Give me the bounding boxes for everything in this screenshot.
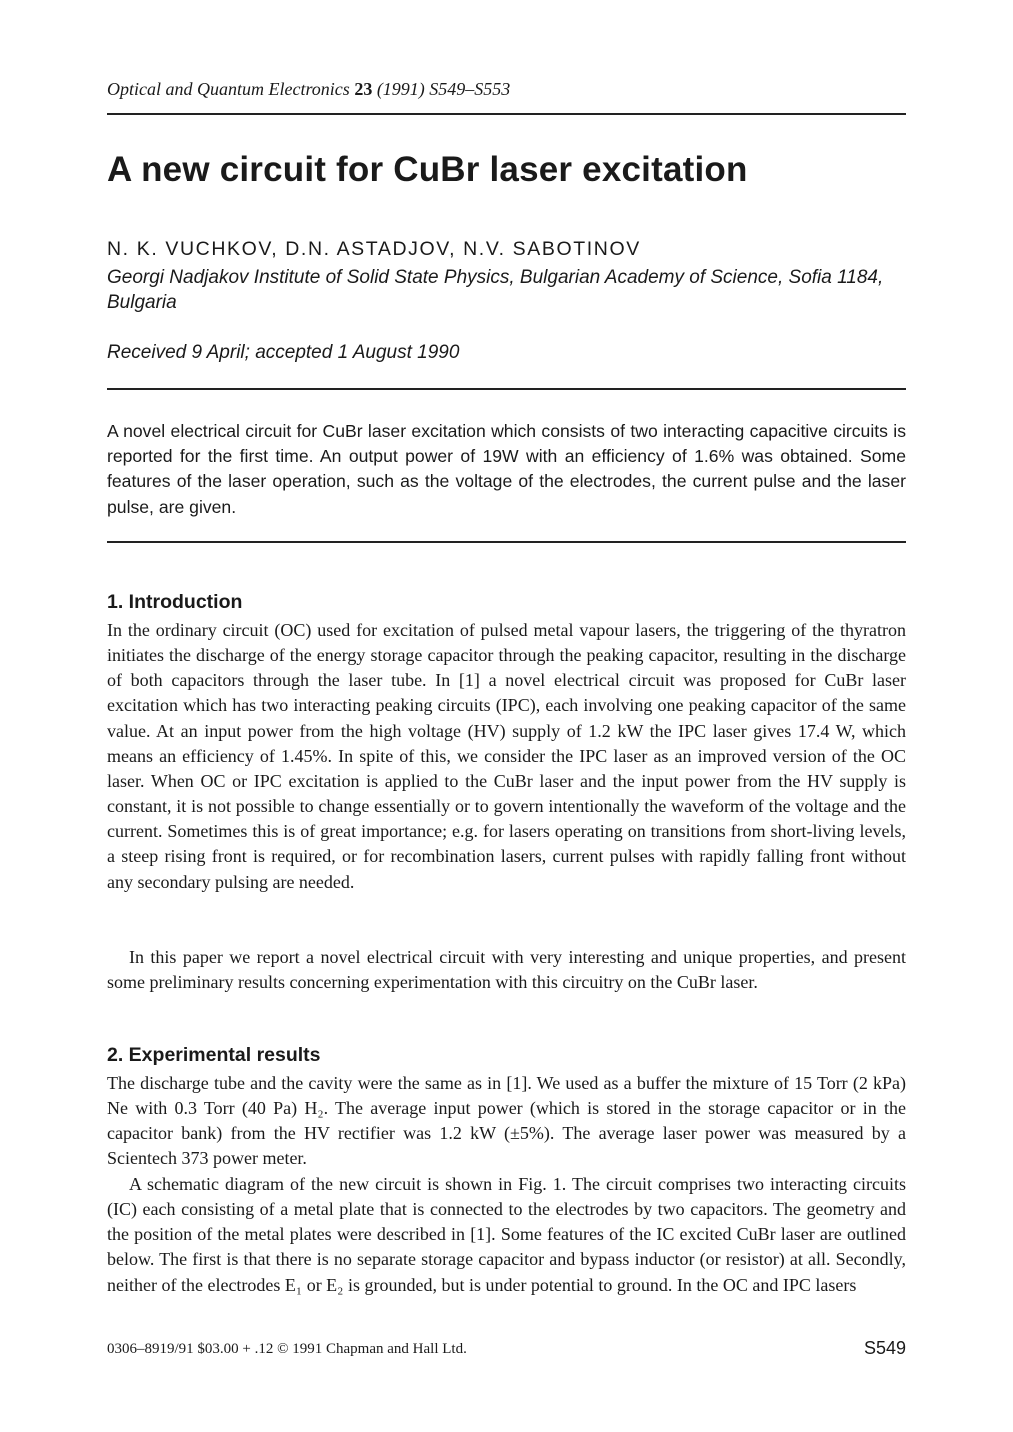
section-heading-experimental-results: 2. Experimental results	[107, 1044, 321, 1066]
intro-paragraph-2: In this paper we report a novel electrical circuit with very interesting and unique properties, and present some preliminary results concerning experimentation with this circuitry on the CuBr laser.	[107, 947, 906, 993]
journal-citation	[107, 79, 510, 100]
author-list: N. K. VUCHKOV, D.N. ASTADJOV, N.V. SABOTINOV	[107, 238, 641, 260]
page-number: S549	[863, 1338, 906, 1358]
received-date: Received 9 April; accepted 1 August 1990	[107, 342, 460, 363]
section-heading-introduction: 1. Introduction	[107, 591, 243, 613]
intro-paragraph-1: In the ordinary circuit (OC) used for excitation of pulsed metal vapour lasers, the triggering of the thyratron initiates the discharge of the energy storage capacitor through the peaking capacitor, resulting in the discharge of both capacitors through the laser tube. In [1] a novel electrical circuit was proposed for CuBr laser excitation which has two interacting peaking circuits (IPC), each involving one peaking capacitor of the same value. At an input power from the high voltage (HV) supply of 1.2 kW the IPC laser gives 17.4 W, which means an efficiency of 1.45%. In spite of this, we consider the IPC laser as an improved version of the OC laser. When OC or IPC excitation is applied to the CuBr laser and the input power from the HV supply is constant, it is not possible to change essentially or to govern intentionally the waveform of the voltage and the current. Sometimes this is of great importance; e.g. for lasers operating on transitions from short-living levels, a steep rising front is required, or for recombination lasers, current pulses with rapidly falling front without any secondary pulsing are needed.	[107, 620, 906, 892]
affiliation: Georgi Nadjakov Institute of Solid State Physics, Bulgarian Academy of Science, Sofia 1184, Bulgaria	[107, 267, 884, 313]
journal-name: Optical and Quantum Electronics	[107, 79, 350, 99]
header-rule	[107, 113, 906, 115]
journal-volume: 23	[354, 79, 373, 99]
abstract: A novel electrical circuit for CuBr laser excitation which consists of two interacting capacitive circuits is reported for the first time. An output power of 19W with an efficiency of 1.6% was obtained. Some features of the laser operation, such as the voltage of the electrodes, the current pulse and the laser pulse, are given.	[107, 421, 906, 517]
abstract-top-rule	[107, 388, 906, 390]
abstract-bottom-rule	[107, 541, 906, 543]
results-paragraph-1: The discharge tube and the cavity were the same as in [1]. We used as a buffer the mixture of 15 Torr (2 kPa) Ne with 0.3 Torr (40 Pa) H₂. The average input power (which is stored in the storage capacitor or in the capacitor bank) from the HV rectifier was 1.2 kW (±5%). The average laser power was measured by a Scientech 373 power meter.	[107, 1073, 906, 1169]
paper-title: A new circuit for CuBr laser excitation	[107, 150, 748, 189]
footer-copyright: 0306–8919/91 $03.00 + .12 © 1991 Chapman and Hall Ltd.	[107, 1341, 467, 1357]
results-paragraph-2: A schematic diagram of the new circuit is shown in Fig. 1. The circuit comprises two interacting circuits (IC) each consisting of a metal plate that is connected to the electrodes by two capacitors. The geometry and the position of the metal plates were described in [1]. Some features of the IC excited CuBr laser are outlined below. The first is that there is no separate storage capacitor and bypass inductor (or resistor) at all. Secondly, neither of the electrodes E₁ or E₂ is grounded, but is under potential to ground. In the OC and IPC lasers	[107, 1174, 906, 1295]
journal-year-pages: (1991) S549–S553	[376, 79, 511, 99]
